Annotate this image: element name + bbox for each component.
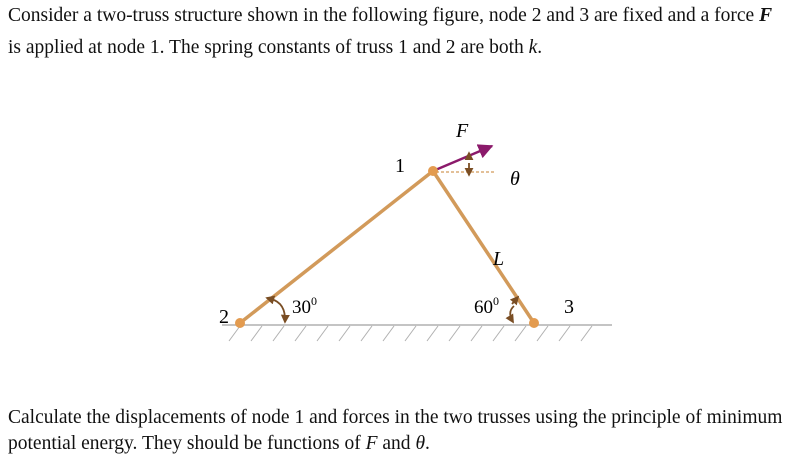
question-text: . xyxy=(425,433,430,454)
node-3-label: 3 xyxy=(564,296,574,318)
angle-arc-60 xyxy=(510,306,514,322)
node-1 xyxy=(428,166,438,176)
problem-text: is applied at node 1. The spring constants of truss 1 and 2 are both xyxy=(8,37,529,58)
problem-text: Consider a two-truss structure shown in the following figure, node 2 and 3 are fixed and a force xyxy=(8,5,760,26)
problem-text: . xyxy=(537,37,543,58)
force-arrow xyxy=(433,146,492,171)
force-symbol: F xyxy=(759,5,773,26)
ground-hatching xyxy=(229,326,592,341)
question-text: and xyxy=(377,433,416,454)
angle-30-label: $30^0$ xyxy=(292,294,317,318)
force-symbol: F xyxy=(365,433,378,454)
node-2 xyxy=(235,318,245,328)
question-text: Calculate the displacements of node 1 and forces in the two trusses using the principle of minimum potential energy. They should be functions of xyxy=(8,407,783,454)
spring-constant-symbol: k xyxy=(528,37,538,58)
problem-question xyxy=(8,405,786,457)
length-label: L xyxy=(493,248,505,270)
angle-arc-30 xyxy=(271,299,285,322)
node-2-label: 2 xyxy=(219,306,229,328)
truss-1 xyxy=(240,171,433,323)
theta-label: θ xyxy=(510,168,520,190)
node-3 xyxy=(529,318,539,328)
angle-60-label: $60^0$ xyxy=(474,294,499,318)
theta-symbol: θ xyxy=(415,433,426,454)
node-1-label: 1 xyxy=(395,155,405,177)
force-label: F xyxy=(456,120,469,142)
